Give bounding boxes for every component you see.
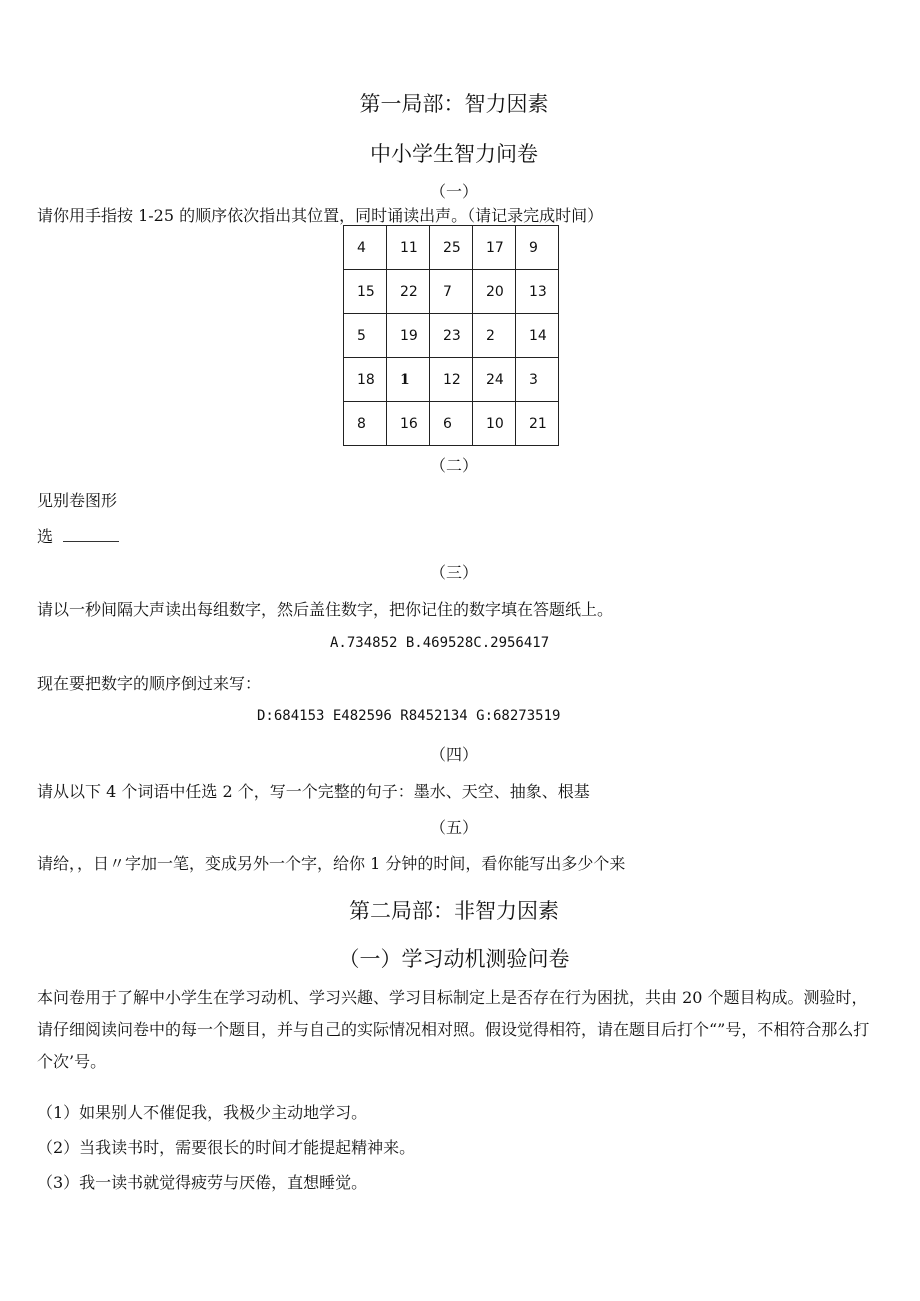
section4-instruction: 请从以下 4 个词语中任选 2 个，写一个完整的句子：墨水、天空、抽象、根基 (37, 782, 590, 801)
grid-cell[interactable]: 8 (344, 402, 387, 446)
section4-label: （四） (429, 745, 478, 764)
grid-row (344, 402, 559, 446)
motivation-questionnaire-title: （一）学习动机测验问卷 (338, 947, 570, 971)
grid-cell[interactable]: 4 (344, 226, 387, 270)
intro-paragraph: 本问卷用于了解中小学生在学习动机、学习兴趣、学习目标制定上是否存在行为困扰，共由 20 个题目构成。测验时，请仔细阅读问卷中的每一个题目，并与自己的实际情况相对照。假设觉得相符，请在题目后打个“”号，不相符合那么打个次’号。 (37, 988, 870, 1071)
grid-cell[interactable]: 10 (473, 402, 516, 446)
grid-cell[interactable]: 9 (516, 226, 559, 270)
item-3: （3）我一读书就觉得疲劳与厌倦，直想睡觉。 (37, 1173, 368, 1192)
part2-title: 第二局部：非智力因素 (349, 899, 559, 923)
section1-label: （一） (429, 182, 478, 201)
grid-cell[interactable]: 13 (516, 270, 559, 314)
grid-cell[interactable]: 1 (387, 358, 430, 402)
grid-cell[interactable]: 11 (387, 226, 430, 270)
section5-label: （五） (429, 818, 478, 837)
grid-cell[interactable]: 18 (344, 358, 387, 402)
section2-label: （二） (429, 456, 478, 475)
grid-row (344, 226, 559, 270)
section1-instruction: 请你用手指按 1-25 的顺序依次指出其位置，同时诵读出声。（请记录完成时间） (37, 206, 604, 225)
grid-cell[interactable]: 12 (430, 358, 473, 402)
item-2: （2）当我读书时，需要很长的时间才能提起精神来。 (37, 1138, 416, 1157)
reverse-digit-groups: D:684153 E482596 R8452134 G:68273519 (257, 708, 561, 724)
item-1: （1）如果别人不催促我，我极少主动地学习。 (37, 1103, 368, 1122)
grid-cell[interactable]: 20 (473, 270, 516, 314)
grid-cell[interactable]: 6 (430, 402, 473, 446)
grid-cell[interactable]: 5 (344, 314, 387, 358)
grid-cell[interactable]: 2 (473, 314, 516, 358)
grid-cell[interactable]: 16 (387, 402, 430, 446)
grid-cell[interactable]: 17 (473, 226, 516, 270)
reverse-instruction: 现在要把数字的顺序倒过来写： (37, 674, 262, 693)
grid-cell[interactable]: 7 (430, 270, 473, 314)
grid-cell[interactable]: 3 (516, 358, 559, 402)
grid-cell[interactable]: 15 (344, 270, 387, 314)
grid-row (344, 358, 559, 402)
grid-cell[interactable]: 22 (387, 270, 430, 314)
grid-cell[interactable]: 24 (473, 358, 516, 402)
section3-label: （三） (429, 563, 478, 582)
grid-row (344, 270, 559, 314)
section3-instruction: 请以一秒间隔大声读出每组数字，然后盖住数字，把你记住的数字填在答题纸上。 (37, 600, 614, 619)
number-grid (343, 225, 559, 446)
grid-cell[interactable]: 14 (516, 314, 559, 358)
grid-cell[interactable]: 23 (430, 314, 473, 358)
forward-digit-groups: A.734852 B.469528C.2956417 (330, 635, 550, 651)
section5-instruction: 请给，，日〃字加一笔，变成另外一个字，给你 1 分钟的时间，看你能写出多少个来 (37, 854, 626, 873)
choose-line (37, 524, 119, 547)
answer-blank[interactable] (63, 529, 119, 542)
questionnaire-title: 中小学生智力问卷 (370, 142, 538, 166)
choose-label: 选 (37, 527, 54, 546)
part1-title: 第一局部：智力因素 (359, 92, 549, 116)
section2-text: 见别卷图形 (37, 491, 118, 510)
grid-cell[interactable]: 25 (430, 226, 473, 270)
grid-cell[interactable]: 21 (516, 402, 559, 446)
grid-cell[interactable]: 19 (387, 314, 430, 358)
grid-row (344, 314, 559, 358)
